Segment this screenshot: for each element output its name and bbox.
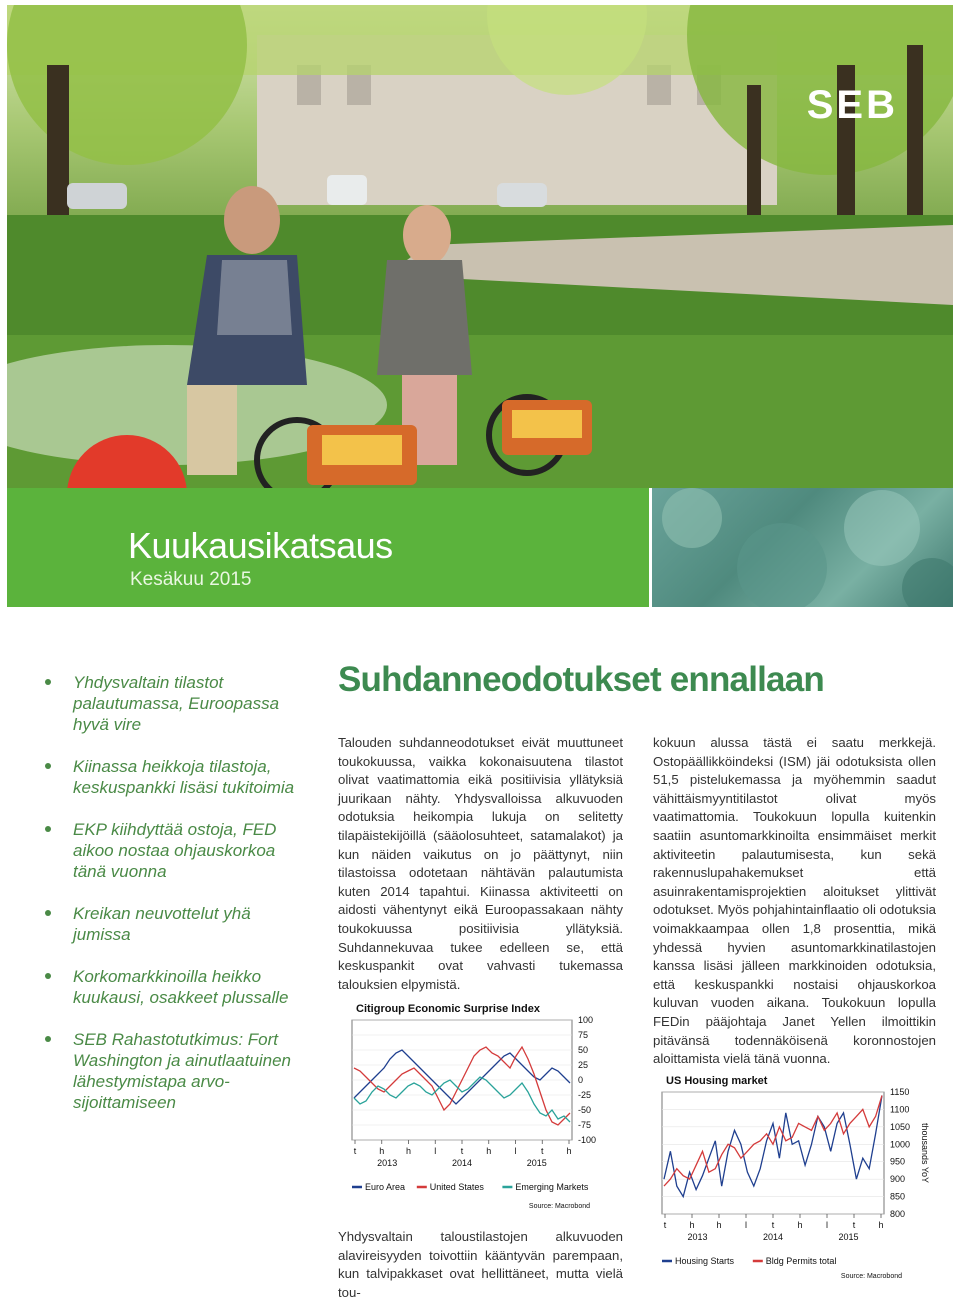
x-tick-label: h [379, 1146, 385, 1156]
highlight-item: Korkomarkkinoilla heikko kuukausi, osakkeet plussalle [45, 966, 310, 1008]
y-tick-label: 1150 [890, 1087, 910, 1097]
x-year-label: 2014 [762, 1232, 784, 1242]
x-tick-label: t [771, 1220, 775, 1230]
x-tick-label: t [353, 1146, 357, 1156]
x-year-label: 2014 [451, 1158, 473, 1168]
x-tick-label: l [434, 1146, 437, 1156]
article-column-2: kokuun alussa tästä ei saatu merkkejä. Ostopäällikköindeksi (ISM) jäi odotuksista ollen 51,5 pistelukemassa ja myöhemmin saadut vähittäismyyntitilastot olivat myös vaatimattomia. Toukokuun lopulla kuitenkin saatiin asuntomarkkinoilta ensimmäiset merkit aktiviteetin palautumisesta, kun sekä rakennuslupahakemukset että asuinrakentamisprojektien aloitukset ylittivät odotukset. Myös pohjahintainflaatio oli odotuksia voimakkaampaa ollen 1,8 prosenttia, mikä yhdessä hyvien asuntomarkkinatilastojen kanssa lisäsi jälleen markkinoiden odotuksia, että keskuspankki nostaisi ohjauskorkoa kuluvan vuoden aikana. Toukokuun lopulla FEDin pääjohtaja Janet Yellen ilmoittikin pitävänsä todennäköisenä koronnostojen aloittamista vielä tänä vuonna. [653, 735, 936, 1067]
legend-label: Euro Area [365, 1182, 406, 1192]
x-tick-label: l [745, 1220, 747, 1230]
y-tick-label: -25 [578, 1090, 592, 1100]
x-tick-label: t [852, 1220, 856, 1230]
highlight-item: SEB Rahastotutkimus: Fort Washington ja ainutlaatuinen lähestymistapa arvo-sijoittamiseen [45, 1029, 310, 1113]
highlight-item: Yhdysvaltain tilastot palautumassa, Euroopassa hyvä vire [45, 672, 310, 735]
hero-photo [7, 5, 953, 488]
x-year-label: 2013 [377, 1158, 398, 1168]
housing-market-chart [652, 1070, 942, 1282]
seb-logo: SEB [806, 83, 898, 127]
article-headline: Suhdanneodotukset ennallaan [338, 660, 824, 699]
y-tick-label: -50 [578, 1105, 592, 1115]
foliage-photo [652, 488, 953, 607]
bullet-icon [45, 1036, 51, 1042]
highlight-item: EKP kiihdyttää ostoja, FED aikoo nostaa ohjauskorkoa tänä vuonna [45, 819, 310, 882]
x-year-label: 2015 [838, 1232, 859, 1242]
chart-title: Citigroup Economic Surprise Index [356, 1003, 540, 1015]
chart-source: Source: Macrobond [840, 1273, 902, 1280]
y-tick-label: 800 [890, 1209, 906, 1219]
legend-label: Housing Starts [675, 1256, 735, 1266]
article-column-1: Talouden suhdanneodotukset eivät muuttuneet toukokuussa, vaikka kokonaisuutena tilastot olivat vaatimattomia eikä positiivisia yllätyksiä juurikaan nähty. Yhdysvalloissa alkuvuoden odotuksia heikompia lukuja on selitetty tilapäistekijöillä (sääolosuhteet, satamalakot) ja kun näiden vaikutus on jo päättynyt, niin tilastoissa odotetaan nähtävän palautumista kuten 2014 tapahtui. Kiinassa aktiviteetti on aidosti vähentynyt eikä Euroopassakaan nähty toukokuussa positiivisia yllätyksiä. Suhdannekuvaa tukee edelleen se, että keskuspankit ovat vahvasti tukemassa talouksien elpymistä. [338, 735, 623, 992]
highlight-item: Kiinassa heikkoja tilastoja, keskuspankki lisäsi tukitoimia [45, 756, 310, 798]
bullet-icon [45, 763, 51, 769]
x-year-label: 2013 [687, 1232, 708, 1242]
legend-label: United States [429, 1182, 484, 1192]
highlights-list [45, 672, 310, 1134]
plot-frame [662, 1092, 884, 1214]
x-tick-label: l [514, 1146, 517, 1156]
x-tick-label: h [689, 1220, 695, 1230]
y-tick-label: 900 [890, 1174, 906, 1185]
bullet-icon [45, 910, 51, 916]
x-tick-label: h [878, 1220, 884, 1230]
y-tick-label: 100 [578, 1015, 594, 1025]
y-tick-label: 1000 [890, 1139, 911, 1150]
x-tick-label: h [566, 1146, 572, 1156]
chart-title: US Housing market [666, 1075, 768, 1087]
bullet-icon [45, 679, 51, 685]
x-tick-label: h [405, 1146, 412, 1156]
x-tick-label: t [460, 1146, 464, 1156]
legend-label: Bldg Permits total [765, 1256, 837, 1266]
y-tick-label: 850 [890, 1191, 906, 1202]
x-tick-label: h [486, 1146, 492, 1156]
park-cyclists-illustration [7, 5, 953, 488]
page-title: Kuukausikatsaus [128, 525, 393, 566]
x-tick-label: l [826, 1220, 828, 1230]
y-tick-label: 1100 [890, 1104, 910, 1115]
x-tick-label: t [540, 1146, 544, 1156]
x-tick-label: t [663, 1220, 667, 1230]
x-year-label: 2015 [526, 1158, 547, 1168]
page-subtitle: Kesäkuu 2015 [130, 569, 252, 590]
y-axis-label: thousands YoY [920, 1122, 930, 1184]
y-tick-label: 25 [578, 1060, 589, 1070]
x-tick-label: h [716, 1220, 722, 1230]
y-tick-label: 75 [578, 1030, 589, 1040]
legend-label: Emerging Markets [515, 1182, 589, 1192]
y-tick-label: 950 [890, 1156, 906, 1167]
bullet-icon [45, 973, 51, 979]
y-tick-label: -75 [578, 1120, 592, 1130]
chart-source: Source: Macrobond [528, 1203, 590, 1210]
bullet-icon [45, 826, 51, 832]
y-tick-label: 0 [578, 1075, 584, 1085]
surprise-index-chart [340, 998, 630, 1216]
y-tick-label: 1050 [890, 1121, 911, 1132]
x-tick-label: h [797, 1220, 803, 1230]
y-tick-label: 50 [578, 1045, 589, 1055]
y-tick-label: -100 [578, 1135, 597, 1145]
highlight-item: Kreikan neuvottelut yhä jumissa [45, 903, 310, 945]
article-bottom-paragraph: Yhdysvaltain taloustilastojen alkuvuoden alavireisyyden toivottiin kääntyvän parempaan, kun talvipakkaset ovat hellittäneet, mutta vielä tou- [338, 1229, 623, 1300]
